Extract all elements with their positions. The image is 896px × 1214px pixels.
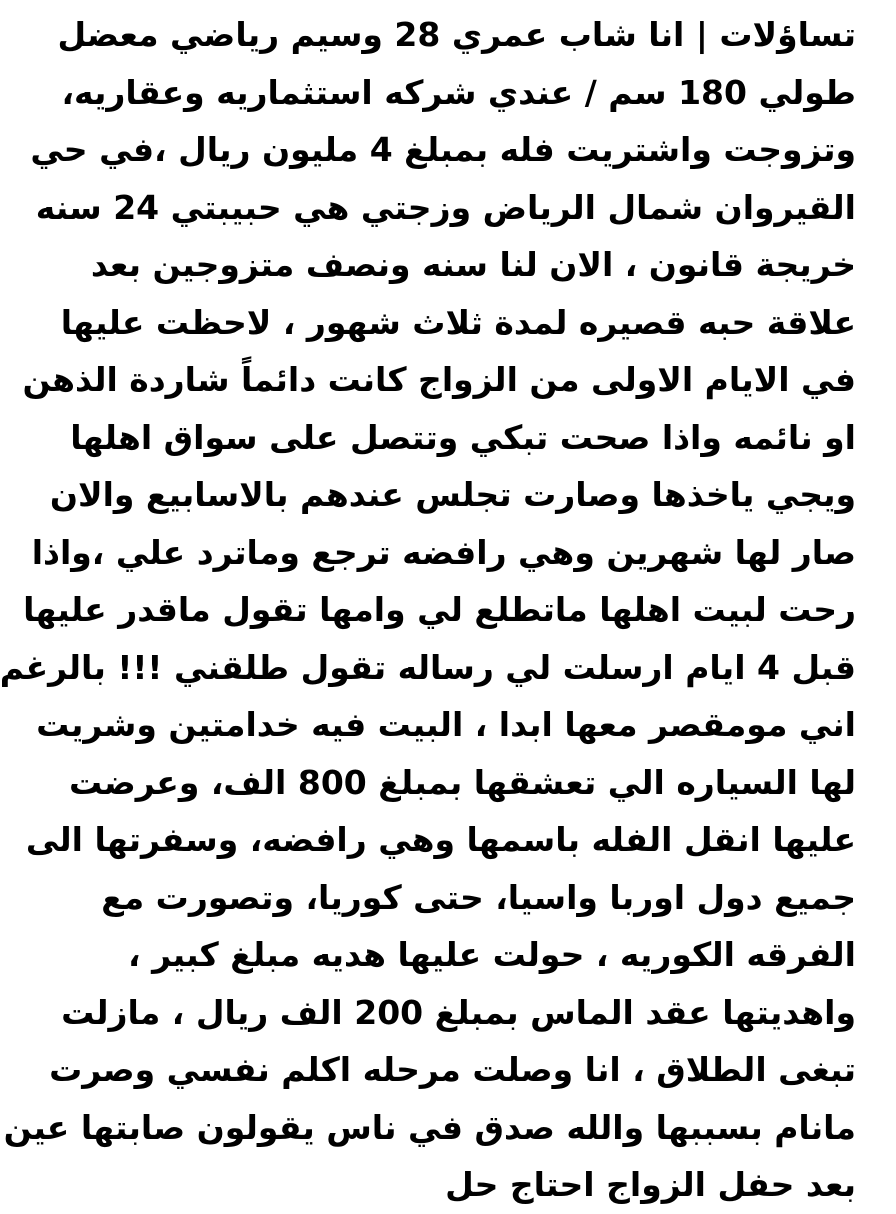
text-line: صار لها شهرين وهي رافضه ترجع وماترد علي ،واذا	[31, 532, 856, 572]
text-line: جميع دول اوربا واسيا، حتى كوريا، وتصورت مع	[101, 877, 856, 917]
text-line: طولي 180 سم / عندي شركه استثماريه وعقاريه،	[61, 72, 856, 112]
text-line: القيروان شمال الرياض وزجتي هي حبيبتي 24 سنه	[35, 187, 856, 227]
text-line: او نائمه واذا صحت تبكي وتتصل على سواق اهلها	[70, 417, 856, 457]
text-line: عليها انقل الفله باسمها وهي رافضه، وسفرتها الى	[25, 820, 856, 859]
text-line: مانام بسببها والله صدق في ناس يقولون صابتها عين	[3, 1107, 856, 1147]
text-line: لها السياره الي تعشقها بمبلغ 800 الف، وعرضت	[68, 762, 856, 802]
text-line: رحت لبيت اهلها ماتطلع لي وامها تقول ماقدر عليها	[23, 590, 856, 629]
text-line: علاقة حبه قصيره لمدة ثلاث شهور ، لاحظت عليها	[60, 302, 856, 342]
text-line: ويجي ياخذها وصارت تجلس عندهم بالاسابيع والان	[49, 475, 856, 514]
text-line: تبغى الطلاق ، انا وصلت مرحله اكلم نفسي وصرت	[49, 1050, 856, 1089]
text-line: في الايام الاولى من الزواج كانت دائماً شاردة الذهن	[22, 360, 856, 399]
text-line: خريجة قانون ، الان لنا سنه ونصف متزوجين بعد	[90, 245, 856, 284]
text-line: بعد حفل الزواج احتاج حل	[445, 1165, 856, 1204]
text-line: تساؤلات | انا شاب عمري 28 وسيم رياضي معضل	[57, 15, 856, 54]
text-line: وتزوجت واشتريت فله بمبلغ 4 مليون ريال ،في حي	[30, 130, 856, 169]
text-line: الفرقه الكوريه ، حولت عليها هديه مبلغ كبير ،	[128, 935, 856, 974]
document-body	[0, 6, 856, 1214]
text-line: واهديتها عقد الماس بمبلغ 200 الف ريال ، مازلت	[61, 992, 856, 1032]
text-line: قبل 4 ايام ارسلت لي رساله تقول طلقني !!! بالرغم	[0, 647, 856, 687]
text-line: اني مومقصر معها ابدا ، البيت فيه خدامتين وشريت	[36, 705, 856, 744]
